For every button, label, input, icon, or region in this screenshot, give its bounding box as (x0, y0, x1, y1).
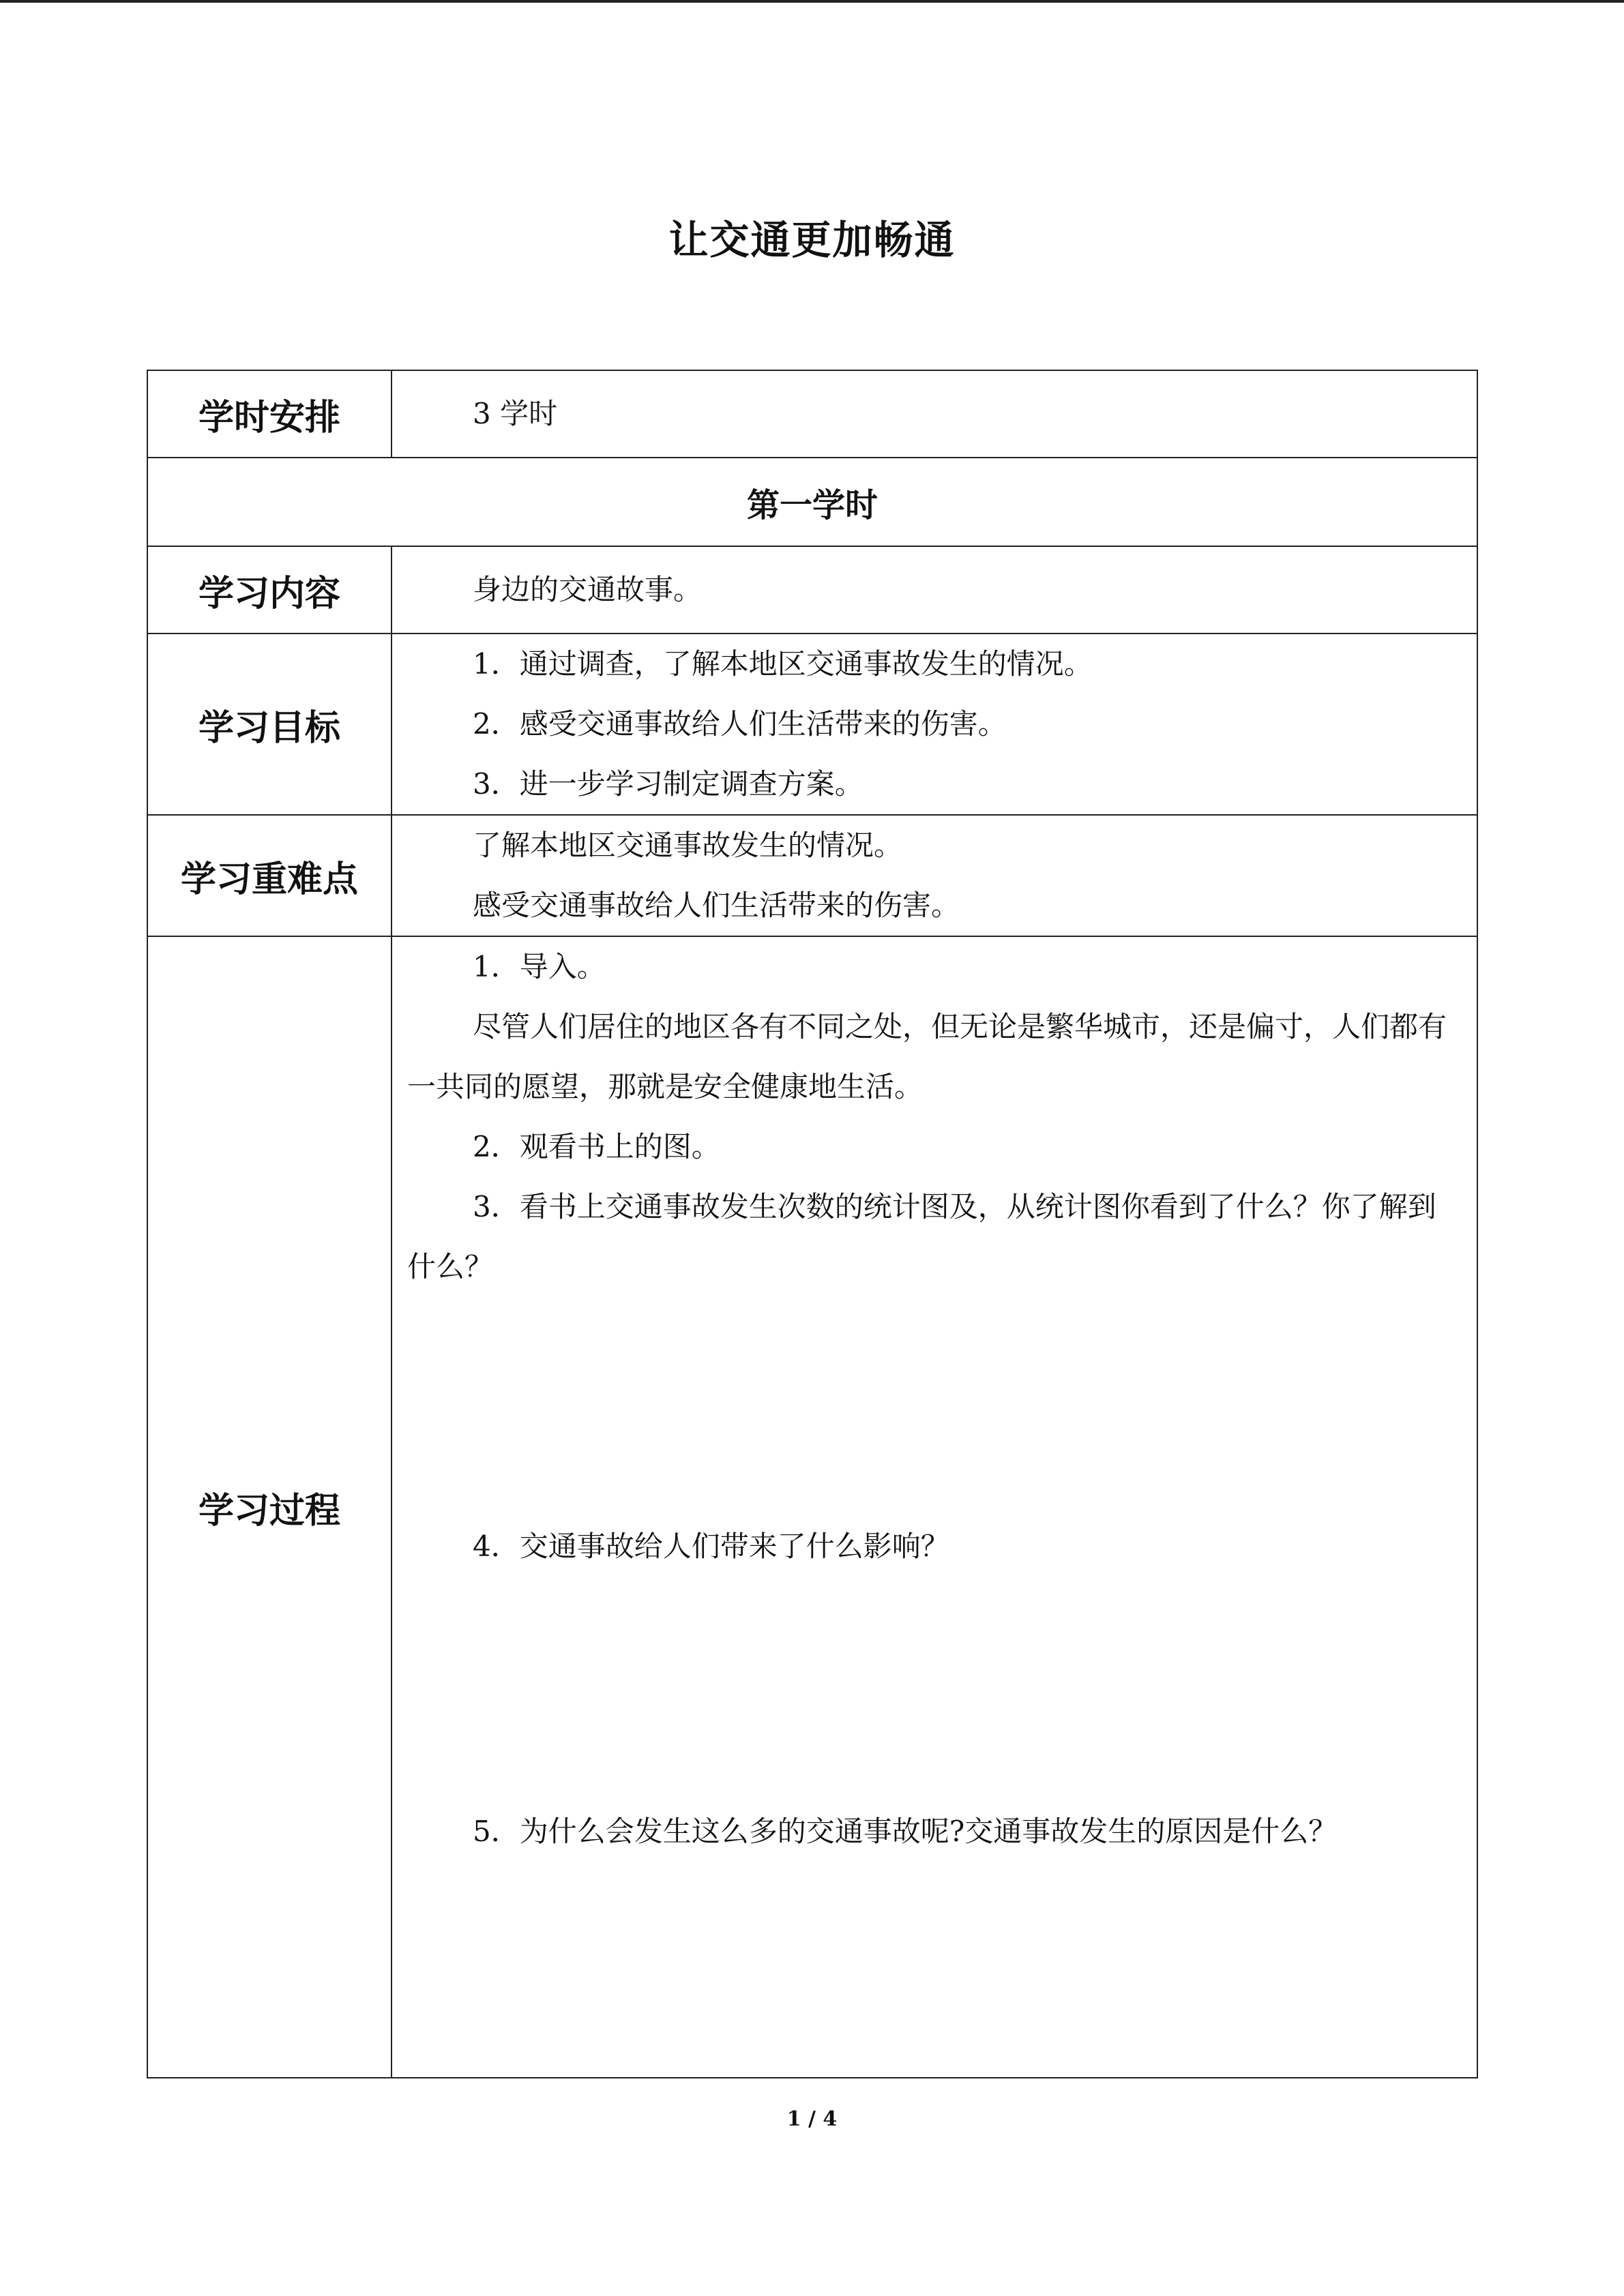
goal-item: 3．进一步学习制定调查方案。 (473, 767, 863, 801)
schedule-label: 学时安排 (147, 370, 392, 458)
content-value: 身边的交通故事。 (473, 573, 703, 606)
process-cell (392, 936, 1477, 2078)
key-points-label: 学习重难点 (147, 815, 392, 936)
table-row-key-points (147, 815, 1477, 936)
process-step-1: 1．导入。 (473, 950, 606, 983)
process-step-3: 3．看书上交通事故发生次数的统计图及，从统计图你看到了什么？你了解到什么？ (407, 1190, 1436, 1283)
lesson-plan-table (147, 370, 1478, 2078)
goals-label: 学习目标 (147, 633, 392, 815)
top-border-line (0, 0, 1624, 3)
process-label: 学习过程 (147, 936, 392, 2078)
answer-space (407, 1577, 1462, 1802)
key-point-item: 了解本地区交通事故发生的情况。 (473, 829, 903, 862)
goal-item: 1．通过调查，了解本地区交通事故发生的情况。 (473, 647, 1093, 681)
table-row-goals (147, 633, 1477, 815)
process-step-5: 5．为什么会发生这么多的交通事故呢?交通事故发生的原因是什么？ (473, 1815, 1338, 1848)
page-number: 1 / 4 (786, 2107, 838, 2131)
process-step-4: 4．交通事故给人们带来了什么影响？ (473, 1530, 949, 1563)
goal-item: 2．感受交通事故给人们生活带来的伤害。 (473, 707, 1007, 741)
table-row-content (147, 546, 1477, 633)
content-label: 学习内容 (147, 546, 392, 633)
process-step-2: 2．观看书上的图。 (473, 1130, 720, 1163)
answer-space (407, 1297, 1462, 1517)
session-header: 第一学时 (147, 458, 1477, 546)
table-row-session (147, 458, 1477, 546)
table-row-schedule (147, 370, 1477, 458)
content-cell (392, 546, 1477, 633)
key-points-cell (392, 815, 1477, 936)
goals-cell (392, 633, 1477, 815)
schedule-value: 3 学时 (473, 397, 558, 430)
key-point-item: 感受交通事故给人们生活带来的伤害。 (473, 889, 960, 922)
table-row-process (147, 936, 1477, 2078)
document-title: 让交通更加畅通 (668, 217, 956, 263)
process-paragraph: 尽管人们居住的地区各有不同之处，但无论是繁华城市，还是偏寸，人们都有一共同的愿望，那就是安全健康地生活。 (407, 1010, 1447, 1103)
schedule-cell (392, 370, 1477, 458)
